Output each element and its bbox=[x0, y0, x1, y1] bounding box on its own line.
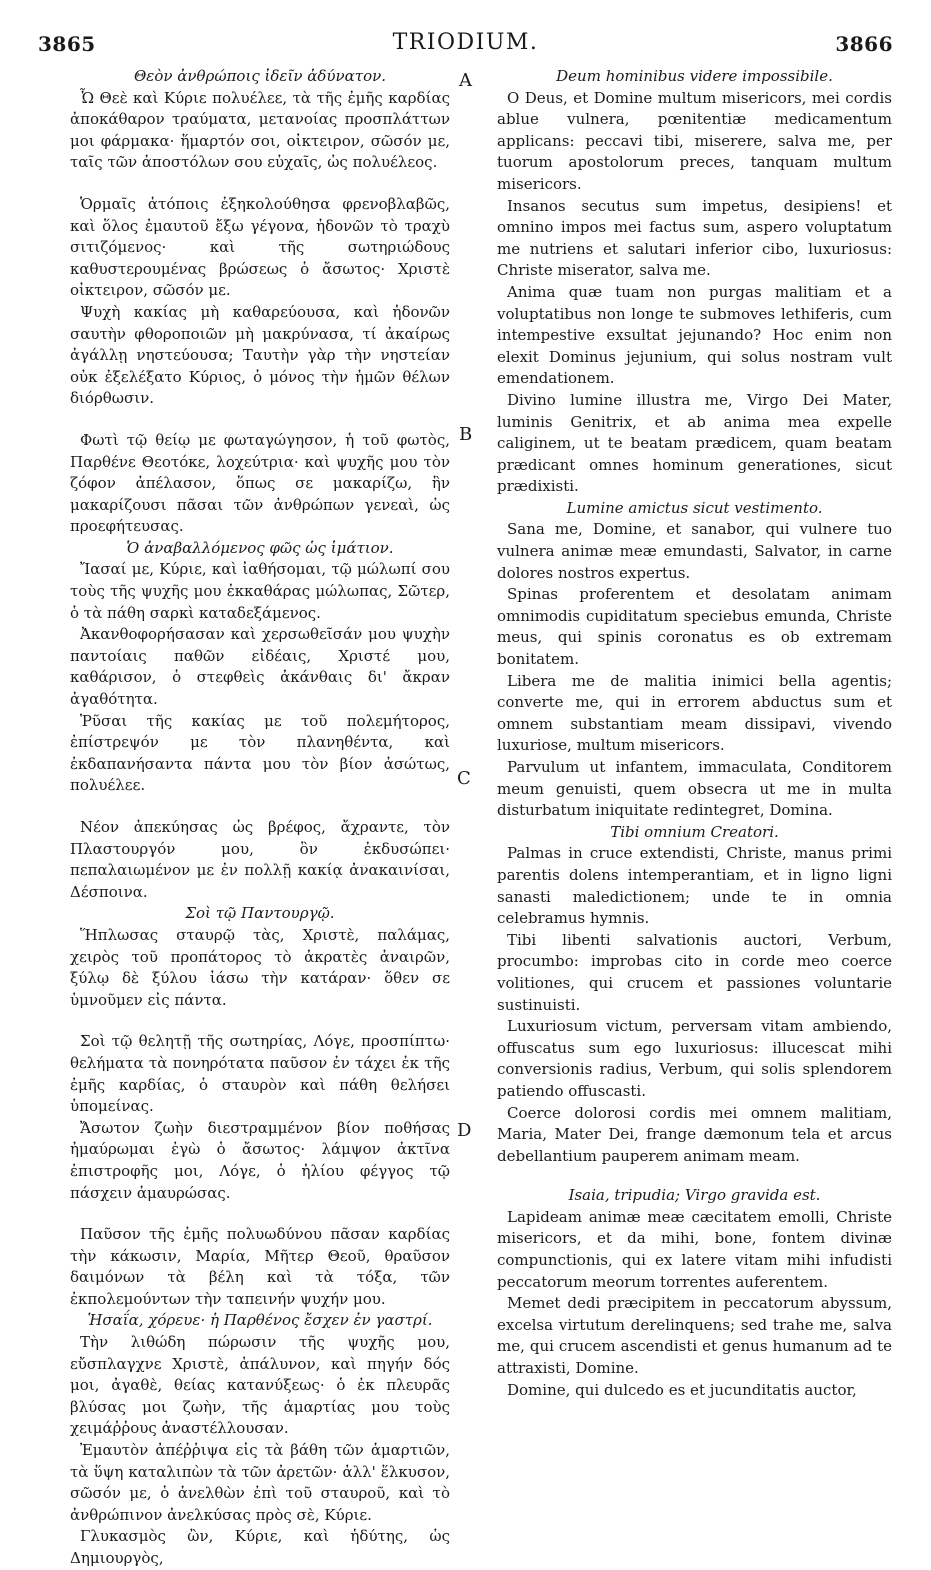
greek-rubric: Θεὸν ἀνθρώποις ἰδεῖν ἀδύνατον. bbox=[133, 67, 386, 85]
greek-rubric: Ὁ ἀναβαλλόμενος φῶς ὡς ἱμάτιον. bbox=[126, 538, 394, 557]
section-marker-b: B bbox=[459, 424, 473, 445]
latin-rubric: Deum hominibus videre impossibile. bbox=[556, 67, 833, 85]
greek-paragraph: Ψυχὴ κακίας μὴ καθαρεύουσα, καὶ ἡδονῶν σαυτὴν φθοροποιῶν μὴ μακρύνασα, τί ἀκαίρως ἀγάλλῃ νηστεύουσα; Ταυτὴν γὰρ τὴν νηστείαν οὐκ ἐξελέξατο Κύριος, ὁ μόνος τὴν ἡμῶν θέλων διόρθωσιν. bbox=[70, 302, 450, 408]
latin-paragraph: Coerce dolorosi cordis mei omnem malitiam, Maria, Mater Dei, frange dæmonum tela et arcus debellantium pauperem animam meam. bbox=[497, 1103, 892, 1165]
latin-rubric: Tibi omnium Creatori. bbox=[610, 822, 779, 841]
greek-spacer bbox=[70, 1204, 450, 1224]
section-marker-a: A bbox=[459, 70, 472, 91]
latin-column bbox=[497, 66, 892, 1401]
greek-spacer bbox=[70, 797, 450, 817]
latin-paragraph: Anima quæ tuam non purgas malitiam et a voluptatibus non longe te submoves lethiferis, cum intempestive exsultat jejunando? Hoc enim non elexit Dominus jejunium, qui solus nostram vult emendationem. bbox=[497, 282, 892, 388]
section-marker-c: C bbox=[457, 768, 471, 789]
greek-paragraph: Νέον ἀπεκύησας ὡς βρέφος, ἄχραντε, τὸν Πλαστουργόν μου, ὃν ἐκδυσώπει· πεπαλαιωμένον με ἐν πολλῇ κακίᾳ ἀνακαινίσαι, Δέσποινα. bbox=[70, 818, 450, 901]
latin-paragraph: Memet dedi præcipitem in peccatorum abyssum, excelsa virtutum derelinquens; sed trahe me, salva me, qui crucem ascendisti et genus humanum ad te attraxisti, Domine. bbox=[497, 1294, 892, 1378]
greek-paragraph: Ἐμαυτὸν ἀπέῤῥιψα εἰς τὰ βάθη τῶν ἁμαρτιῶν, τὰ ὕψη καταλιπὼν τὰ τῶν ἀρετῶν· ἀλλ' ἕλκυσον, σῶσόν με, ὁ ἀνελθὼν ἐπὶ τοῦ σταυροῦ, καὶ τὸ ἀνθρώπινον ἀνελκύσας πρὸς σὲ, Κύριε. bbox=[70, 1441, 450, 1524]
greek-paragraph: Ἄσωτον ζωὴν διεστραμμένον βίον ποθήσας ἠμαύρωμαι ἐγὼ ὁ ἄσωτος· λάμψον ἀκτῖνα ἐπιστροφῆς μοι, Λόγε, ὁ ἡλίου φέγγος τῷ πάσχειν ἀμαυρώσας. bbox=[70, 1118, 450, 1202]
latin-rubric: Isaia, tripudia; Virgo gravida est. bbox=[568, 1186, 821, 1205]
latin-paragraph: Sana me, Domine, et sanabor, qui vulnere tuo vulnera animæ meæ emundasti, Salvator, in carne dolores nostros expertus. bbox=[497, 520, 892, 582]
page-header bbox=[38, 32, 893, 58]
greek-paragraph: Ἴασαί με, Κύριε, καὶ ἰαθήσομαι, τῷ μώλωπί σου τοὺς τῆς ψυχῆς μου ἐκκαθάρας μώλωπας, Σῶτερ, ὁ τὰ πάθη σαρκὶ καταδεξάμενος. bbox=[70, 560, 450, 622]
latin-rubric: Lumine amictus sicut vestimento. bbox=[566, 498, 823, 517]
running-title: TRIODIUM. bbox=[392, 30, 539, 55]
greek-rubric: Σοὶ τῷ Παντουργῷ. bbox=[185, 904, 335, 923]
greek-paragraph: Ἀκανθοφορήσασαν καὶ χερσωθεῖσάν μου ψυχὴν παντοίαις παθῶν εἰδέαις, Χριστέ μου, καθάρισον, ὁ στεφθεὶς ἀκάνθαις δι' ἄκραν ἀγαθότητα. bbox=[70, 625, 450, 709]
left-page-number: 3865 bbox=[38, 32, 96, 56]
latin-paragraph: Tibi libenti salvationis auctori, Verbum, procumbo: improbas cito in corde meo coerce volitiones, qui crucem et passiones voluntarie sustinuisti. bbox=[497, 930, 892, 1014]
greek-paragraph: Τὴν λιθώδη πώρωσιν τῆς ψυχῆς μου, εὔσπλαγχνε Χριστὲ, ἁπάλυνον, καὶ πηγήν δός μοι, ἀγαθὲ, θείας κατανύξεως· ὁ ἐκ πλευρᾶς βλύσας μοι ζωὴν, τῆς ἁμαρτίας μου τοὺς χειμάῤῥους ἀναστέλλουσαν. bbox=[70, 1333, 450, 1438]
greek-paragraph: Φωτὶ τῷ θείῳ με φωταγώγησον, ἡ τοῦ φωτὸς, Παρθένε Θεοτόκε, λοχεύτρια· καὶ ψυχῆς μου τὸν ζόφον ἀπέλασον, ὅπως σε μακαρίζω, ἣν μακαρίζουσι πᾶσαι τῶν ἀνθρώπων γενεαὶ, ὡς προεφήτευσας. bbox=[70, 430, 450, 536]
right-page-number: 3866 bbox=[835, 32, 893, 56]
latin-paragraph: Lapideam animæ meæ cæcitatem emolli, Christe misericors, et da mihi, bone, fontem divinæ compunctionis, qui ex latere vitam mihi infudisti peccatorum meorum torrentes auferentem. bbox=[497, 1207, 892, 1291]
section-marker-d: D bbox=[457, 1120, 472, 1141]
latin-paragraph: Divino lumine illustra me, Virgo Dei Mater, luminis Genitrix, et ab anima mea expelle caliginem, ut te beatam prædicem, quam beatam prædicant omnes hominum generationes, sicut prædixisti. bbox=[497, 390, 892, 496]
greek-column bbox=[70, 66, 450, 1570]
latin-paragraph: Libera me de malitia inimici bella agentis; converte me, qui in errorem abductus sum et omnem substantiam meam dissipavi, vivendo luxuriose, multum misericors. bbox=[497, 671, 892, 755]
greek-spacer bbox=[70, 174, 450, 194]
greek-paragraph: Ἥπλωσας σταυρῷ τὰς, Χριστὲ, παλάμας, χειρὸς τοῦ προπάτορος τὸ ἀκρατὲς ἀναιρῶν, ξύλῳ δὲ ξύλου ἰάσω τὴν κατάραν· ὅθεν σε ὑμνοῦμεν εἰς πάντα. bbox=[70, 925, 450, 1009]
greek-paragraph: Παῦσον τῆς ἐμῆς πολυωδύνου πᾶσαν καρδίας τὴν κάκωσιν, Μαρία, Μῆτερ Θεοῦ, θραῦσον δαιμόνων τὰ βέλη καὶ τὰ τόξα, τῶν ἐκπολεμούντων τὴν ταπεινήν ψυχήν μου. bbox=[70, 1225, 450, 1308]
latin-paragraph: O Deus, et Domine multum misericors, mei cordis ablue vulnera, pœnitentiæ medicamentum applicans: peccavi tibi, miserere, salva me, per tuorum apostolorum preces, tanquam multum misericors. bbox=[497, 88, 892, 193]
greek-paragraph: Ῥῦσαι τῆς κακίας με τοῦ πολεμήτορος, ἐπίστρεψόν με τὸν πλανηθέντα, καὶ ἐκδαπανήσαντα πάντα μου τὸν βίον ἀσώτως, πολυέλεε. bbox=[70, 711, 450, 795]
latin-paragraph: Spinas proferentem et desolatam animam omnimodis cupiditatum speciebus emunda, Christe meus, qui spinis coronatus es ob extremam bonitatem. bbox=[497, 585, 892, 669]
latin-paragraph: Insanos secutus sum impetus, desipiens! et omnino impos mei factus sum, aspero voluptatum me nutriens et salutari inferior cibo, luxuriosus: Christe miserator, salva me. bbox=[497, 196, 892, 280]
latin-paragraph: Luxuriosum victum, perversam vitam ambiendo, offuscatus sum ego luxuriosus: illucescat mihi conversionis radius, Verbum, qui solis splendorem patiendo offuscasti. bbox=[497, 1017, 892, 1100]
greek-paragraph: Γλυκασμὸς ὢν, Κύριε, καὶ ἡδύτης, ὡς Δημιουργὸς, bbox=[70, 1527, 450, 1567]
greek-paragraph: Ὁρμαῖς ἀτόποις ἐξηκολούθησα φρενοβλαβῶς, καὶ ὅλος ἐμαυτοῦ ἔξω γέγονα, ἡδονῶν τὸ τραχὺ σιτιζόμενος· καὶ τῆς σωτηριώδους καθυστερουμένας βρώσεως ὁ ἄσωτος· Χριστὲ οἰκτειρον, σῶσόν με. bbox=[70, 194, 450, 300]
latin-spacer bbox=[497, 1167, 892, 1185]
latin-paragraph: Palmas in cruce extendisti, Christe, manus primi parentis dolens intemperantiam, et in ligno ligni sanasti maledictionem; unde te in omnia celebramus hymnis. bbox=[497, 844, 892, 928]
greek-paragraph: Σοὶ τῷ θελητῇ τῆς σωτηρίας, Λόγε, προσπίπτω· θελήματα τὰ πονηρότατα παῦσον ἐν τάχει ἐκ τῆς ἐμῆς καρδίας, ὁ σταυρὸν καὶ πάθη θελήσει ὑπομείνας. bbox=[70, 1032, 450, 1116]
greek-rubric: Ἡσαΐα, χόρευε· ἡ Παρθένος ἔσχεν ἐν γαστρί. bbox=[87, 1311, 433, 1330]
greek-paragraph: Ὦ Θεὲ καὶ Κύριε πολυέλεε, τὰ τῆς ἐμῆς καρδίας ἀποκάθαρον τραύματα, μετανοίας προσπλάττων μοι φάρμακα· ἥμαρτόν σοι, οἰκτειρον, σῶσόν με, ταῖς τῶν ἀποστόλων σου εὐχαῖς, ὡς πολυέλεος. bbox=[70, 88, 450, 172]
greek-spacer bbox=[70, 1011, 450, 1031]
greek-spacer bbox=[70, 410, 450, 430]
latin-paragraph: Parvulum ut infantem, immaculata, Conditorem meum genuisti, quem obsecra ut me in multa disturbatum iniquitate redintegret, Domina. bbox=[497, 758, 892, 820]
latin-paragraph: Domine, qui dulcedo es et jucunditatis auctor, bbox=[507, 1380, 857, 1399]
